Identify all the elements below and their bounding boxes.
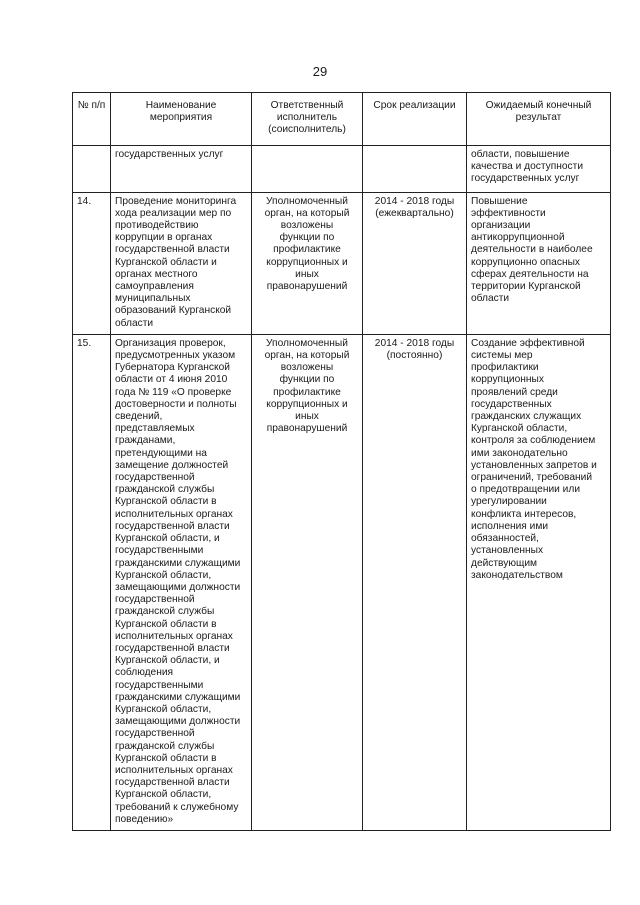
measures-table <box>72 92 611 831</box>
header-measure-name: Наименование мероприятия <box>111 93 252 146</box>
row-measure-name: государственных услуг <box>111 145 252 192</box>
row-executor <box>252 145 363 192</box>
header-executor: Ответственный исполнитель (соисполнитель) <box>252 93 363 146</box>
row-measure-name: Организация проверок, предусмотренных указом Губернатора Курганской области от 4 июня 2010 года № 119 «О проверке достоверности и полноты сведений, представляемых гражданами, претендующими на замещение должностей государственной гражданской службы Курганской области в исполнительных органах государственной власти Курганской области, и государственными гражданскими служащими Курганской области, замещающими должности государственной гражданской службы Курганской области в исполнительных органах государственной власти Курганской области, и соблюдения государственными гражданскими служащими Курганской области, замещающими должности государственной гражданской службы Курганской области в исполнительных органах государственной власти Курганской области, требований к служебному поведению» <box>111 334 252 830</box>
row-term: 2014 - 2018 годы (постоянно) <box>363 334 467 830</box>
row-number: 14. <box>73 192 111 334</box>
row-number: 15. <box>73 334 111 830</box>
row-number <box>73 145 111 192</box>
row-result: области, повышение качества и доступности государственных услуг <box>467 145 611 192</box>
row-result: Создание эффективной системы мер профилактики коррупционных проявлений среди государственных гражданских служащих Курганской области, контроля за соблюдением ими законодательно установленных запретов и ограничений, требований о предотвращении или урегулировании конфликта интересов, исполнения ими обязанностей, установленных действующим законодательством <box>467 334 611 830</box>
row-term <box>363 145 467 192</box>
row-measure-name: Проведение мониторинга хода реализации мер по противодействию коррупции в органах государственной власти Курганской области и органах местного самоуправления муниципальных образований Курганской области <box>111 192 252 334</box>
table-row <box>73 145 611 192</box>
header-number: № п/п <box>73 93 111 146</box>
header-result: Ожидаемый конечный результат <box>467 93 611 146</box>
table-row <box>73 192 611 334</box>
page-number: 29 <box>312 64 328 79</box>
row-executor: Уполномоченный орган, на который возложены функции по профилактике коррупционных и иных правонарушений <box>252 192 363 334</box>
row-executor: Уполномоченный орган, на который возложены функции по профилактике коррупционных и иных правонарушений <box>252 334 363 830</box>
row-result: Повышение эффективности организации антикоррупционной деятельности в наиболее коррупционно опасных сферах деятельности на территории Курганской области <box>467 192 611 334</box>
table-row <box>73 334 611 830</box>
header-term: Срок реализации <box>363 93 467 146</box>
table-header-row <box>73 93 611 146</box>
row-term: 2014 - 2018 годы (ежеквартально) <box>363 192 467 334</box>
